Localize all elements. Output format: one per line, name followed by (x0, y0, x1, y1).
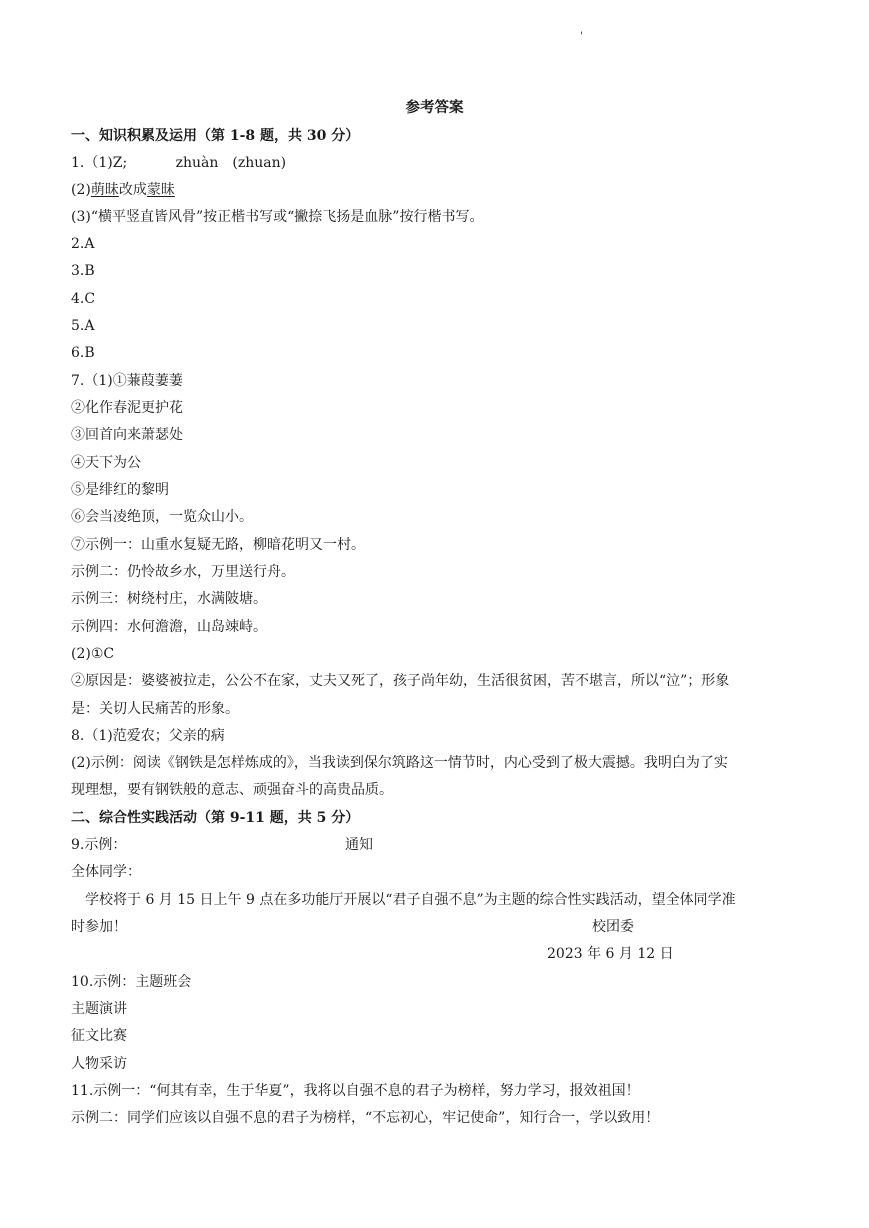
answer-q7-2: ②化作春泥更护花 (71, 400, 183, 416)
answer-q5: 5.A (71, 318, 95, 334)
answer-q8-2: (2)示例：阅读《钢铁是怎样炼成的》，当我读到保尔筑路这一情节时，内心受到了极大震撼。我明白为了实 (71, 755, 728, 771)
answer-q11-2: 示例二：同学们应该以自强不息的君子为榜样，“不忘初心，牢记使命”，知行合一，学以致用！ (71, 1110, 660, 1126)
answer-q1-2-prefix: (2) (71, 182, 91, 198)
notice-title: 通知 (345, 837, 373, 853)
answer-q2: 2.A (71, 236, 95, 252)
answer-q10-4: 人物采访 (71, 1056, 127, 1072)
answer-q1-3: (3)“横平竖直皆风骨”按正楷书写或“撇捺飞扬是血脉”按行楷书写。 (71, 209, 484, 225)
answer-q1-1 (71, 153, 286, 173)
answer-q7-12: ②原因是：婆婆被拉走，公公不在家，丈夫又死了，孩子尚年幼，生活很贫困，苦不堪言，所以“泣”；形象 (71, 673, 730, 689)
notice-salutation: 全体同学： (71, 864, 141, 880)
header-mark: ' (580, 31, 583, 42)
answer-q1-1-text: 1.（1)Z; (71, 155, 128, 171)
answer-q10-1: 10.示例：主题班会 (71, 974, 192, 990)
answer-q7-11: (2)①C (71, 646, 115, 662)
answer-q7-6: ⑥会当凌绝顶，一览众山小。 (71, 509, 253, 525)
page-title: 参考答案 (405, 99, 464, 116)
answer-q7-1: 7.（1)①蒹葭萋萋 (71, 373, 183, 389)
answer-q10-3: 征文比赛 (71, 1028, 127, 1044)
answer-q7-9: 示例三：树绕村庄，水满陂塘。 (71, 591, 267, 607)
answer-q1-2-wrong: 萌昧 (90, 182, 119, 198)
section1-heading: 一、知识积累及运用（第 1-8 题，共 30 分） (71, 128, 360, 144)
answer-q10-2: 主题演讲 (71, 1001, 127, 1017)
answer-q7-3: ③回首向来萧瑟处 (71, 427, 183, 443)
answer-q7-7: ⑦示例一：山重水复疑无路，柳暗花明又一村。 (71, 537, 365, 553)
notice-body-2: 时参加！ (71, 919, 127, 935)
answer-q11-1: 11.示例一：“何其有幸，生于华夏”，我将以自强不息的君子为榜样，努力学习，报效祖国！ (71, 1083, 640, 1099)
answer-q7-13: 是：关切人民痛苦的形象。 (71, 701, 239, 717)
answer-q3: 3.B (71, 263, 95, 279)
answer-q7-4: ④天下为公 (71, 455, 141, 471)
notice-body-1: 学校将于 6 月 15 日上午 9 点在多功能厅开展以“君子自强不息”为主题的综合性实践活动，望全体同学准 (85, 892, 736, 908)
answer-q1-2-right: 蒙昧 (146, 182, 175, 198)
answer-q4: 4.C (71, 291, 96, 307)
answer-q7-8: 示例二：仍怜故乡水，万里送行舟。 (71, 564, 295, 580)
answer-q7-5: ⑤是绯红的黎明 (71, 482, 169, 498)
answer-q7-10: 示例四：水何澹澹，山岛竦峙。 (71, 619, 267, 635)
answer-q6: 6.B (71, 345, 95, 361)
answer-q8-3: 现理想，要有钢铁般的意志、顽强奋斗的高贵品质。 (71, 782, 393, 798)
section2-heading: 二、综合性实践活动（第 9-11 题，共 5 分） (71, 810, 360, 826)
answer-q8-1: 8.（1)范爱农；父亲的病 (71, 728, 225, 744)
notice-date: 2023 年 6 月 12 日 (547, 946, 674, 962)
notice-signature: 校团委 (592, 919, 634, 935)
answer-q1-2 (71, 180, 175, 200)
answer-q1-1-pinyin: zhuàn (zhuan) (175, 155, 287, 171)
answer-q1-2-mid: 改成 (118, 182, 147, 198)
answer-q9-label: 9.示例： (71, 837, 127, 853)
